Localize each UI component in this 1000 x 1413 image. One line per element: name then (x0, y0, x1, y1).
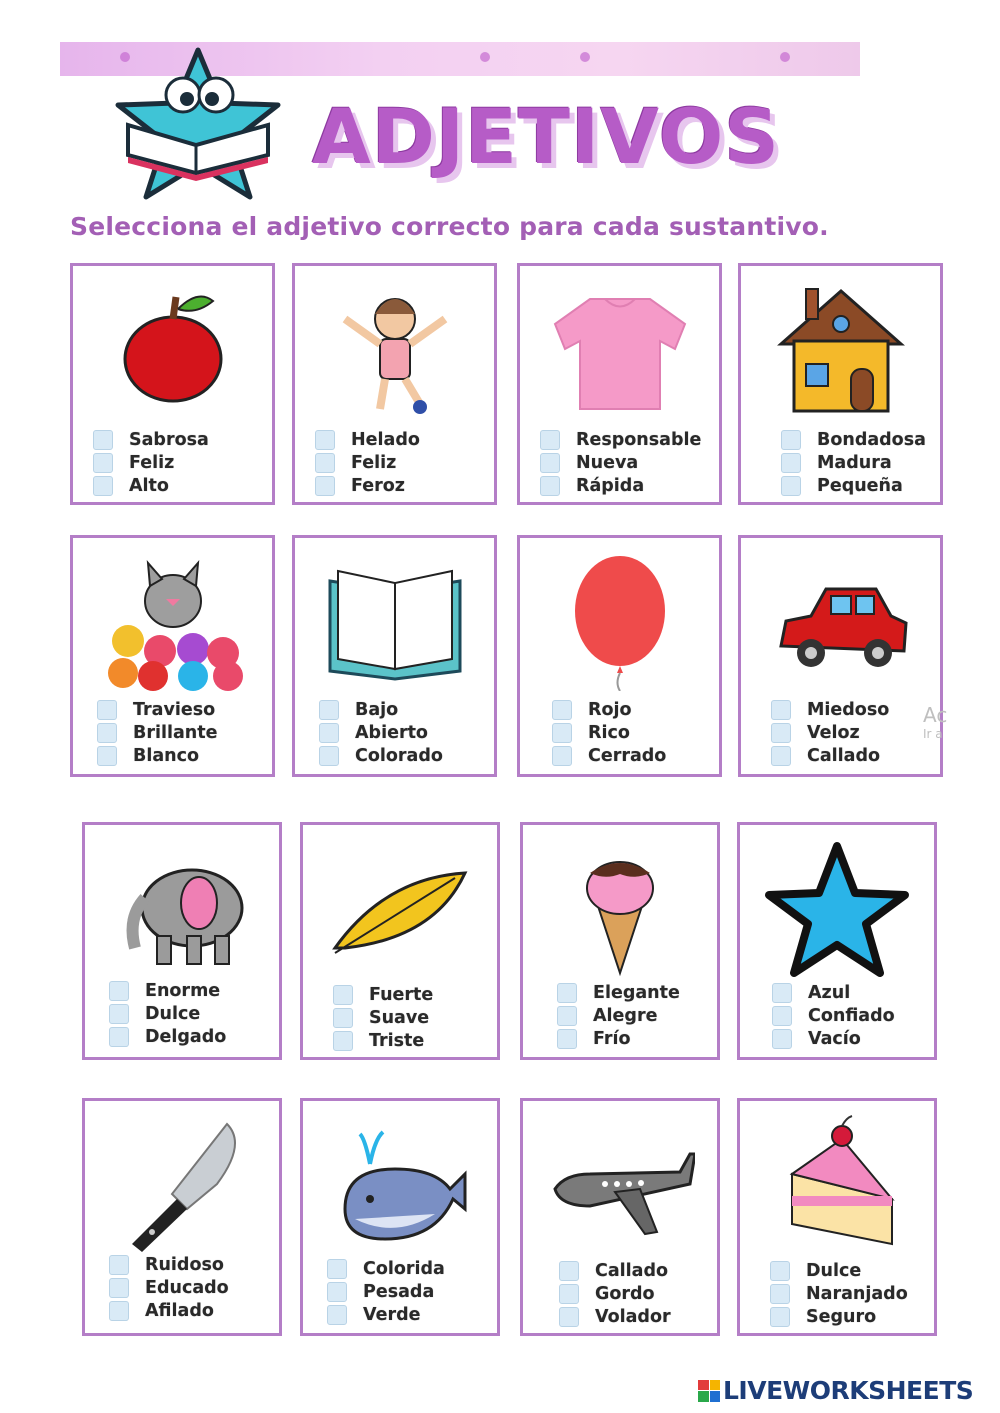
option-checkbox[interactable] (109, 1301, 129, 1321)
option-label: Suave (369, 1007, 430, 1028)
option-checkbox[interactable] (327, 1282, 347, 1302)
option-checkbox[interactable] (781, 453, 801, 473)
exercise-card (737, 822, 937, 1060)
option-checkbox[interactable] (552, 700, 572, 720)
options-list (540, 428, 701, 497)
option-row[interactable] (557, 1004, 680, 1027)
option-checkbox[interactable] (781, 430, 801, 450)
option-label: Dulce (806, 1260, 862, 1281)
option-checkbox[interactable] (327, 1259, 347, 1279)
option-label: Bondadosa (817, 429, 926, 450)
knife-icon (85, 1109, 279, 1259)
exercise-card (737, 1098, 937, 1336)
option-label: Fuerte (369, 984, 434, 1005)
option-checkbox[interactable] (315, 476, 335, 496)
option-row[interactable] (557, 1027, 680, 1050)
options-list (771, 698, 889, 767)
option-checkbox[interactable] (333, 1008, 353, 1028)
option-checkbox[interactable] (109, 1255, 129, 1275)
option-label: Alto (129, 475, 169, 496)
exercise-card (82, 822, 282, 1060)
option-label: Vacío (808, 1028, 861, 1049)
option-row[interactable] (327, 1280, 445, 1303)
options-list (327, 1257, 445, 1326)
option-checkbox[interactable] (771, 700, 791, 720)
option-checkbox[interactable] (109, 981, 129, 1001)
option-row[interactable] (559, 1282, 671, 1305)
options-list (93, 428, 209, 497)
liveworksheets-brand[interactable] (698, 1376, 973, 1405)
option-checkbox[interactable] (333, 985, 353, 1005)
option-label: Brillante (133, 722, 218, 743)
exercise-card (300, 1098, 500, 1336)
options-list (559, 1259, 671, 1328)
exercise-card (517, 535, 722, 777)
option-row[interactable] (315, 474, 420, 497)
option-row[interactable] (559, 1305, 671, 1328)
option-row[interactable] (97, 698, 217, 721)
option-checkbox[interactable] (109, 1004, 129, 1024)
option-label: Nueva (576, 452, 639, 473)
option-row[interactable] (552, 698, 666, 721)
option-checkbox[interactable] (93, 453, 113, 473)
option-label: Responsable (576, 429, 702, 450)
option-label: Abierto (355, 722, 428, 743)
option-row[interactable] (781, 428, 926, 451)
option-checkbox[interactable] (552, 723, 572, 743)
airplane-icon (523, 1109, 717, 1259)
option-row[interactable] (109, 1299, 229, 1322)
option-label: Triste (369, 1030, 425, 1051)
option-label: Seguro (806, 1306, 877, 1327)
option-row[interactable] (771, 721, 889, 744)
option-checkbox[interactable] (93, 476, 113, 496)
option-row[interactable] (93, 474, 209, 497)
option-label: Confiado (808, 1005, 895, 1026)
options-list (333, 983, 433, 1052)
option-checkbox[interactable] (97, 746, 117, 766)
option-row[interactable] (540, 474, 701, 497)
option-checkbox[interactable] (559, 1261, 579, 1281)
red-car-icon (741, 546, 940, 696)
option-row[interactable] (333, 983, 433, 1006)
option-label: Alegre (593, 1005, 658, 1026)
option-label: Rico (588, 722, 630, 743)
option-row[interactable] (319, 721, 443, 744)
option-checkbox[interactable] (557, 1006, 577, 1026)
option-row[interactable] (93, 451, 209, 474)
option-label: Feliz (129, 452, 175, 473)
option-label: Gordo (595, 1283, 655, 1304)
apple-icon (73, 274, 272, 424)
page-title: ADJETIVOS (312, 92, 781, 181)
option-row[interactable] (771, 698, 889, 721)
option-label: Naranjado (806, 1283, 908, 1304)
option-row[interactable] (93, 428, 209, 451)
option-checkbox[interactable] (315, 430, 335, 450)
exercise-card (70, 263, 275, 505)
option-label: Verde (363, 1304, 421, 1325)
option-label: Cerrado (588, 745, 667, 766)
blue-star-icon (740, 833, 934, 983)
option-row[interactable] (333, 1029, 433, 1052)
option-label: Enorme (145, 980, 221, 1001)
feather-icon (303, 833, 497, 983)
option-row[interactable] (781, 451, 926, 474)
option-label: Travieso (133, 699, 216, 720)
option-row[interactable] (97, 721, 217, 744)
cake-slice-icon (740, 1109, 934, 1259)
ice-cream-icon (523, 833, 717, 983)
option-row[interactable] (109, 1002, 226, 1025)
option-label: Feroz (351, 475, 405, 496)
exercise-card (292, 535, 497, 777)
option-label: Madura (817, 452, 892, 473)
option-label: Dulce (145, 1003, 201, 1024)
option-checkbox[interactable] (771, 746, 791, 766)
option-row[interactable] (540, 428, 701, 451)
option-checkbox[interactable] (97, 723, 117, 743)
option-label: Pesada (363, 1281, 435, 1302)
option-checkbox[interactable] (327, 1305, 347, 1325)
exercise-card (738, 535, 943, 777)
option-checkbox[interactable] (772, 1006, 792, 1026)
exercise-card (292, 263, 497, 505)
options-list (109, 1253, 229, 1322)
option-checkbox[interactable] (772, 983, 792, 1003)
option-row[interactable] (540, 451, 701, 474)
option-label: Colorida (363, 1258, 445, 1279)
option-row[interactable] (770, 1259, 908, 1282)
option-row[interactable] (109, 1276, 229, 1299)
house-icon (741, 274, 940, 424)
option-label: Frío (593, 1028, 631, 1049)
exercise-card (520, 822, 720, 1060)
option-row[interactable] (552, 721, 666, 744)
exercise-card (300, 822, 500, 1060)
exercise-card (70, 535, 275, 777)
option-row[interactable] (109, 1025, 226, 1048)
open-book-icon (295, 546, 494, 696)
exercise-card (520, 1098, 720, 1336)
activation-watermark: Ac Ir a (923, 703, 948, 741)
option-row[interactable] (557, 981, 680, 1004)
option-row[interactable] (327, 1257, 445, 1280)
option-row[interactable] (771, 744, 889, 767)
option-label: Miedoso (807, 699, 890, 720)
option-checkbox[interactable] (557, 983, 577, 1003)
option-row[interactable] (315, 428, 420, 451)
option-label: Delgado (145, 1026, 227, 1047)
option-checkbox[interactable] (770, 1307, 790, 1327)
option-row[interactable] (552, 744, 666, 767)
option-label: Sabrosa (129, 429, 209, 450)
option-checkbox[interactable] (770, 1261, 790, 1281)
option-checkbox[interactable] (109, 1027, 129, 1047)
options-list (315, 428, 420, 497)
option-label: Blanco (133, 745, 200, 766)
option-row[interactable] (781, 474, 926, 497)
option-checkbox[interactable] (557, 1029, 577, 1049)
option-label: Azul (808, 982, 851, 1003)
whale-icon (303, 1109, 497, 1259)
options-list (770, 1259, 908, 1328)
option-row[interactable] (772, 1027, 895, 1050)
option-label: Educado (145, 1277, 229, 1298)
options-list (557, 981, 680, 1050)
option-label: Bajo (355, 699, 399, 720)
girl-jumping-icon (295, 274, 494, 424)
options-list (781, 428, 926, 497)
option-row[interactable] (772, 1004, 895, 1027)
instructions: Selecciona el adjetivo correcto para cada sustantivo. (70, 212, 829, 241)
elephant-icon (85, 833, 279, 983)
option-checkbox[interactable] (772, 1029, 792, 1049)
option-checkbox[interactable] (315, 453, 335, 473)
option-checkbox[interactable] (319, 700, 339, 720)
pink-blouse-icon (520, 274, 719, 424)
options-list (319, 698, 443, 767)
option-label: Rápida (576, 475, 645, 496)
option-checkbox[interactable] (559, 1307, 579, 1327)
option-checkbox[interactable] (771, 723, 791, 743)
option-row[interactable] (97, 744, 217, 767)
option-row[interactable] (109, 979, 226, 1002)
option-label: Volador (595, 1306, 671, 1327)
exercise-card (517, 263, 722, 505)
option-label: Pequeña (817, 475, 903, 496)
option-checkbox[interactable] (552, 746, 572, 766)
exercise-card (738, 263, 943, 505)
star-mascot-reading-icon (108, 45, 288, 205)
option-label: Feliz (351, 452, 397, 473)
options-list (109, 979, 226, 1048)
brand-name: LIVEWORKSHEETS (723, 1376, 974, 1405)
option-label: Rojo (588, 699, 632, 720)
red-balloon-icon (520, 546, 719, 696)
option-label: Callado (595, 1260, 669, 1281)
option-label: Helado (351, 429, 420, 450)
cat-yarn-icon (73, 546, 272, 696)
option-checkbox[interactable] (770, 1284, 790, 1304)
option-row[interactable] (770, 1305, 908, 1328)
option-checkbox[interactable] (540, 453, 560, 473)
option-row[interactable] (109, 1253, 229, 1276)
option-row[interactable] (319, 698, 443, 721)
options-list (772, 981, 895, 1050)
option-label: Afilado (145, 1300, 214, 1321)
liveworksheets-logo-icon (698, 1380, 720, 1402)
option-row[interactable] (772, 981, 895, 1004)
options-list (97, 698, 217, 767)
option-label: Colorado (355, 745, 443, 766)
option-checkbox[interactable] (109, 1278, 129, 1298)
option-row[interactable] (333, 1006, 433, 1029)
options-list (552, 698, 666, 767)
option-label: Elegante (593, 982, 680, 1003)
option-row[interactable] (559, 1259, 671, 1282)
option-row[interactable] (315, 451, 420, 474)
option-label: Veloz (807, 722, 860, 743)
option-row[interactable] (327, 1303, 445, 1326)
option-row[interactable] (319, 744, 443, 767)
option-checkbox[interactable] (333, 1031, 353, 1051)
option-checkbox[interactable] (540, 476, 560, 496)
option-checkbox[interactable] (319, 723, 339, 743)
option-label: Callado (807, 745, 881, 766)
option-row[interactable] (770, 1282, 908, 1305)
option-label: Ruidoso (145, 1254, 224, 1275)
option-checkbox[interactable] (540, 430, 560, 450)
option-checkbox[interactable] (781, 476, 801, 496)
option-checkbox[interactable] (559, 1284, 579, 1304)
option-checkbox[interactable] (319, 746, 339, 766)
option-checkbox[interactable] (97, 700, 117, 720)
option-checkbox[interactable] (93, 430, 113, 450)
exercise-card (82, 1098, 282, 1336)
